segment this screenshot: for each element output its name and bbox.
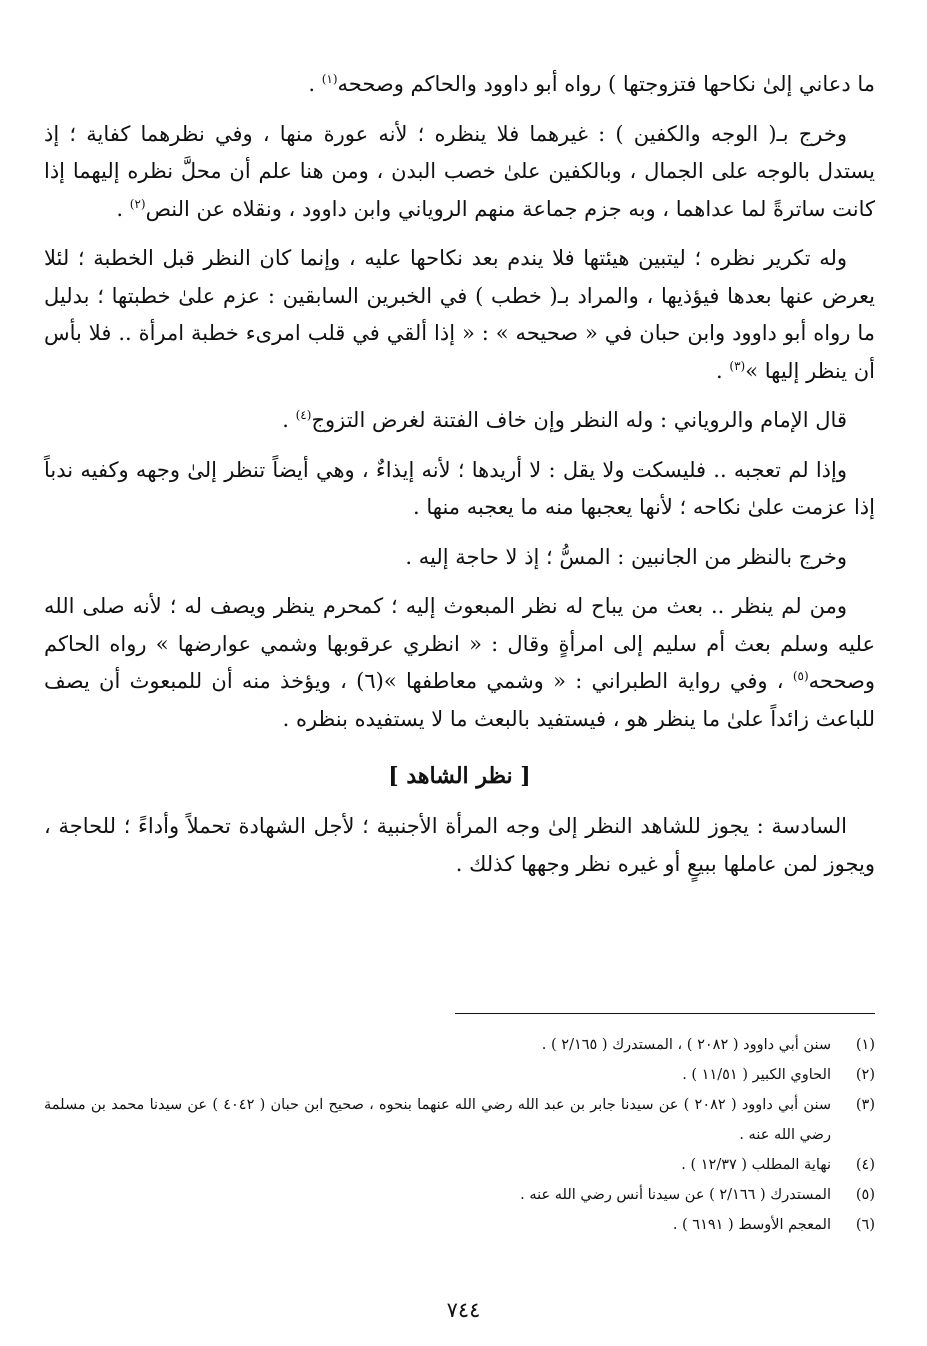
footnote-text: المستدرك ( ٢/١٦٦ ) عن سيدنا أنس رضي الله عنه . xyxy=(520,1187,831,1203)
footnote-text: سنن أبي داوود ( ٢٠٨٢ ) ، المستدرك ( ٢/١٦٥ ) . xyxy=(541,1037,831,1053)
footnote-ref[interactable]: (٤) xyxy=(295,408,312,422)
footnote xyxy=(44,1060,875,1090)
footnote-text: الحاوي الكبير ( ١١/٥١ ) . xyxy=(682,1067,831,1083)
footnote-number: (٦) xyxy=(855,1217,875,1233)
footnote-number: (٤) xyxy=(855,1157,875,1173)
page-number: ٧٤٤ xyxy=(446,1298,481,1322)
paragraph-3: وله تكرير نظره ؛ ليتبين هيئتها فلا يندم بعد نكاحها عليه ، وإنما كان النظر قبل الخطبة ؛ لئلا يعرض عنها بعدها فيؤذيها ، والمراد بـ( خطب ) في الخبرين السابقين : عزم علىٰ خطبتها ؛ بدليل ما رواه أبو داوود وابن حبان في « صحيحه » : « إذا ألقي في قلب امرىء خطبة امرأة .. فلا بأس أن ينظر إليها »$^{(٣)}$ . xyxy=(44,246,875,383)
footnote-number: (٥) xyxy=(855,1187,875,1203)
page-body xyxy=(44,66,875,895)
footnote xyxy=(44,1150,875,1180)
footnote-ref[interactable]: (١) xyxy=(321,72,338,86)
footnote xyxy=(44,1210,875,1240)
footnote-text: المعجم الأوسط ( ٦١٩١ ) . xyxy=(672,1217,831,1233)
paragraph-2: وخرج بـ( الوجه والكفين ) : غيرهما فلا ينظره ؛ لأنه عورة منها ، وفي نظرهما كفاية ؛ إذ يستدل بالوجه على الجمال ، وبالكفين علىٰ خصب البدن ، ومن هنا علم أن محلَّ نظره إليهما إذا كانت ساترةً لما عداهما ، وبه جزم جماعة منهم الروياني وابن داوود ، ونقلاه عن النص$^{(٢)}$ . xyxy=(44,121,875,221)
footnote-text: نهاية المطلب ( ١٢/٣٧ ) . xyxy=(681,1157,831,1173)
footnote xyxy=(44,1030,875,1060)
paragraph-closing: السادسة : يجوز للشاهد النظر إلىٰ وجه المرأة الأجنبية ؛ لأجل الشهادة تحملاً وأداءً ؛ للحاجة ، ويجوز لمن عاملها ببيعٍ أو غيره نظر وجهها كذلك . xyxy=(44,814,875,876)
paragraph-6: وخرج بالنظر من الجانبين : المسُّ ؛ إذ لا حاجة إليه . xyxy=(405,544,847,569)
footnote-text: سنن أبي داوود ( ٢٠٨٢ ) عن سيدنا جابر بن عبد الله رضي الله عنهما بنحوه ، صحيح ابن حبان ( ٤٠٤٢ ) عن سيدنا محمد بن مسلمة رضي الله عنه . xyxy=(44,1097,831,1143)
paragraph-1: ما دعاني إلىٰ نكاحها فتزوجتها ) رواه أبو داوود والحاكم وصححه$^{(١)}$ . xyxy=(308,72,875,96)
footnote-number: (١) xyxy=(855,1037,875,1053)
footnote-ref[interactable]: (٣) xyxy=(729,358,746,373)
paragraph-4: قال الإمام والروياني : وله النظر وإن خاف الفتنة لغرض التزوج$^{(٤)}$ . xyxy=(282,408,847,432)
paragraph-7: ومن لم ينظر .. بعث من يباح له نظر المبعوث إليه ؛ كمحرم ينظر ويصف له ؛ لأنه صلى الله عليه وسلم بعث أم سليم إلى امرأةٍ وقال : « انظري عرقوبها وشمي عوارضها » رواه الحاكم وصححه$^{(٥)}$ ، وفي رواية الطبراني : « وشمي معاطفها »(٦) ، ويؤخذ منه أن للمبعوث أن يصف للباعث زائداً علىٰ ما ينظر هو ، فيستفيد بالبعث ما لا يستفيده بنظره . xyxy=(44,594,875,731)
footnote-ref[interactable]: (٢) xyxy=(129,196,146,211)
footnote-number: (٢) xyxy=(855,1067,875,1083)
footnotes xyxy=(44,1030,875,1240)
footnote-number: (٣) xyxy=(855,1097,875,1113)
footnote-ref[interactable]: (٥) xyxy=(792,669,809,683)
section-heading: [ نظر الشاهد ] xyxy=(388,763,531,789)
footnote xyxy=(44,1090,875,1150)
footnote-divider xyxy=(455,1013,875,1014)
footnote xyxy=(44,1180,875,1210)
paragraph-5: وإذا لم تعجبه .. فليسكت ولا يقل : لا أريدها ؛ لأنه إيذاءٌ ، وهي أيضاً تنظر إلىٰ وجهه وكفيه ندباً إذا عزمت علىٰ نكاحه ؛ لأنها يعجبها منه ما يعجبه منها . xyxy=(44,457,875,519)
